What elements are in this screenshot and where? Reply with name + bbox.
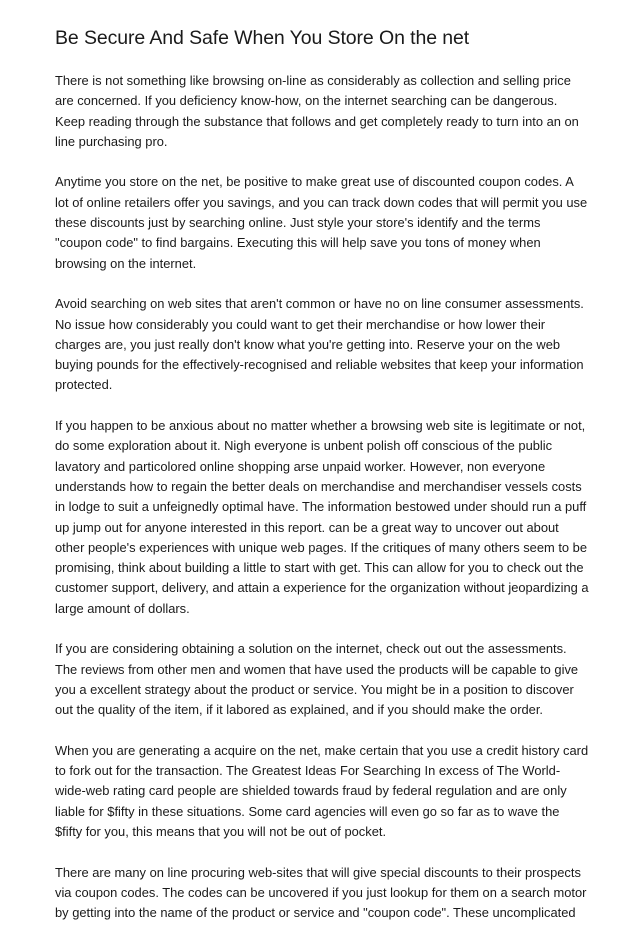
paragraph-5: If you are considering obtaining a solution on the internet, check out out the assessments. The reviews from other men and women that have used the products will be capable to give you a excellent strategy about the product or service. You might be in a position to discover out the quality of the item, if it labored as explained, and if you should make the order.	[55, 641, 579, 718]
paragraph-2: Anytime you store on the net, be positive to make great use of discounted coupon codes. A lot of online retailers offer you savings, and you can track down codes that will permit you use these discounts just by searching online. Just style your store's identify and the terms "coupon code" to find bargains. Executing this will help save you tons of money when browsing on the internet.	[55, 174, 588, 271]
paragraph-6: When you are generating a acquire on the net, make certain that you use a credit history card to fork out for the transaction. The Greatest Ideas For Searching In excess of The World-wide-web rating card people are shielded towards fraud by federal regulation and are only liable for $fifty in these situations. Some card agencies will even go so far as to wave the $fifty for you, this means that you will not be out of pocket.	[55, 742, 589, 839]
document-title: Be Secure And Safe When You Store On the net	[55, 27, 470, 49]
paragraph-3: Avoid searching on web sites that aren't common or have no on line consumer assessments. No issue how considerably you could want to get their merchandise or how lower their charges are, you just really don't know what you're getting into. Reserve your on the web buying pounds for the effectively-recognised and reliable websites that keep your information protected.	[55, 296, 584, 393]
paragraph-1: There is not something like browsing on-line as considerably as collection and selling price are concerned. If you deficiency know-how, on the internet searching can be dangerous. Keep reading through the substance that follows and get completely ready to turn into an on line purchasing pro.	[55, 73, 579, 149]
paragraph-7: There are many on line procuring web-sites that will give special discounts to their prospects via coupon codes. The codes can be uncovered if you just lookup for them on a search motor by getting into the name of the product or service and "coupon code". These uncomplicated	[55, 864, 587, 921]
document-page	[55, 25, 590, 944]
paragraph-4: If you happen to be anxious about no matter whether a browsing web site is legitimate or not, do some exploration about it. Nigh everyone is unbent polish off conscious of the public lavatory and particolored online shopping arse unpaid worker. However, non everyone understands how to regain the better deals on merchandise and merchandiser vessels costs in lodge to suit a unfeignedly optimal have. The information bestowed under should run a puff up jump out for anyone interested in this report. can be a great way to uncover out about other people's experiences with unique web pages. If the critiques of many others seem to be promising, think about building a little to start with get. This can allow for you to check out the customer support, delivery, and attain a experience for the organization without jeopardizing a large amount of dollars.	[55, 418, 589, 616]
